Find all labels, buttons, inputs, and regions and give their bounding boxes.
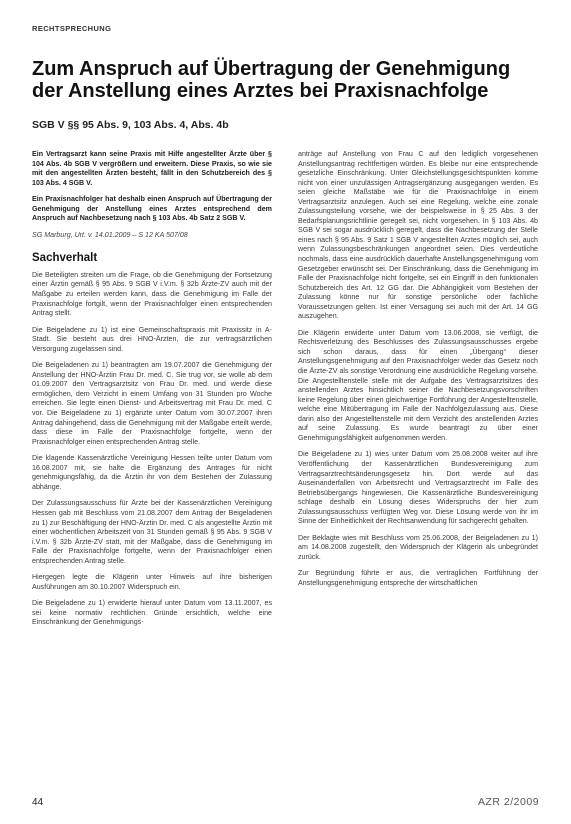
body-paragraph: Die klagende Kassenärztliche Vereinigung Hessen teilte unter Datum vom 16.08.2007 mit, sie halte die Ergänzung des Antrages für nicht genehmigungsfähig, da die Ärztin ihr von dem Bestehen der Zulassung abhänge.: [32, 454, 272, 491]
article-title: Zum Anspruch auf Übertragung der Genehmigung der Anstellung eines Arztes bei Praxisnachfolge: [32, 58, 511, 102]
body-paragraph: Die Beteiligten streiten um die Frage, ob die Genehmigung der Fortsetzung einer Ärztin gemäß § 95 Abs. 9 SGB V i.V.m. § 32b Ärzte-ZV auch mit der Maßgabe zu erteilen werden kann, dass die Genehmigung im Falle der Praxisnachfolge fortgilt, wenn der Praxisnachfolger einen entsprechenden Antrag stellt.: [32, 270, 272, 318]
body-paragraph: Zur Begründung führte er aus, die vertraglichen Fortführung der Anstellungsgenehmigung entspreche der wirtschaftlichen: [298, 569, 538, 587]
body-paragraph: Die Beigeladene zu 1) erwiderte hierauf unter Datum vom 13.11.2007, es sei keine normativ rechtlichen Gründe ersichtlich, welche eine Einschränkung der Genehmigungs-: [32, 599, 272, 627]
article-subtitle: SGB V §§ 95 Abs. 9, 103 Abs. 4, Abs. 4b: [32, 119, 229, 131]
left-column: [32, 150, 272, 635]
body-paragraph: anträge auf Anstellung von Frau C auf den lediglich vorgesehenen Anstellungsantrag rechtfertigen würden. Es bleibe nur eine entsprechende gesetzliche Einschränkung. Unter Gleichstellungsgesichtspunkten komme nicht von einer unzulässigen Antragsergänzung ausgegangen werden. Es seien gleiche Maßstäbe wie für die Praxisnachfolge in einem Vertragsarztsitz anzulegen. Auch sei eine Regelung, welche eine zonale Zulassungsteilung vorsehe, wie der beispielsweise in § 25 Abs. 3 der Bedarfsplanungsrichtlinie geregelt sei, nicht vorgesehen. In § 103 Abs. 4b SGB V sei sogar ausdrücklich geregelt, dass die Nachbesetzung der Stelle eines nach § 95 Abs. 9 Satz 1 SGB V angestellten Arztes möglich sei, auch wenn Zulassungsbeschränkungen angeordnet seien. Dies verdeutliche nochmals, dass eine ausdrücklich dauerhafte Anstellungsgenehmigung vom Gesetzgeber erwünscht sei. Der Einschränkung, dass die Genehmigung im Falle der Praxisnachfolge nicht fortgelte, sei ein Eingriff in den funktionalen Schutzbereich des Art. 12 GG dar. Die Abhängigkeit vom Bestehen der Zulassung könne nur für sonstige persönliche oder fachliche Voraussetzungen gelten. Ist einer Versagung sei auch mit der Art. 14 GG auszugehen.: [298, 150, 538, 321]
section-heading: Sachverhalt: [32, 252, 98, 265]
lead-paragraph-1: Ein Vertragsarzt kann seine Praxis mit Hilfe angestellter Ärzte über § 104 Abs. 4b SGB V vergrößern und erweitern. Diese Praxis, so wie sie mit den angestellten Ärzten besteht, fällt in den Schutzbereich des § 103 Abs. 4 SGB V.: [32, 150, 272, 187]
body-paragraph: Der Beklagte wies mit Beschluss vom 25.06.2008, der Beigeladenen zu 1) am 14.08.2008 zugestellt, den Widerspruch der Klägerin als unbegründet zurück.: [298, 533, 538, 561]
section-label: RECHTSPRECHUNG: [32, 24, 112, 33]
body-paragraph: Hiergegen legte die Klägerin unter Hinweis auf ihre bisherigen Ausführungen am 30.10.2007 Widerspruch ein.: [32, 573, 272, 591]
body-paragraph: Der Zulassungsausschuss für Ärzte bei der Kassenärztlichen Vereinigung Hessen gab mit Beschluss vom 21.08.2007 dem Antrag der Beigeladenen zu 1) zur Beschäftigung der HNO-Ärztin Dr. med. C als angestellte Ärztin mit einer wöchentlichen Arbeitszeit von 31 Stunden gemäß § 95 Abs. 9 SGB V i.V.m. § 32b Ärzte-ZV statt, mit der Maßgabe, dass die Genehmigung im Falle der Praxisnachfolge fortgelte, wenn der Praxisnachfolger einen entsprechenden Antrag stelle.: [32, 499, 272, 565]
lead-paragraph-2: Ein Praxisnachfolger hat deshalb einen Anspruch auf Übertragung der Genehmigung der Anstellung eines Arztes entsprechend dem Anspruch auf Nachbesetzung nach § 103 Abs. 4b Satz 2 SGB V.: [32, 195, 272, 223]
body-paragraph: Die Beigeladene zu 1) ist eine Gemeinschaftspraxis mit Praxissitz in A-Stadt. Sie besteht aus drei HNO-Ärzten, die zur vertragsärztlichen Versorgung zugelassen sind.: [32, 325, 272, 353]
body-paragraph: Die Beigeladene zu 1) wies unter Datum vom 25.08.2008 weiter auf ihre Veröffentlichung der Kassenärztlichen Bundesvereinigung zum Vertragsarztrechtsänderungsgesetz hin. Dort werde auf das Auseinanderfallen von Arbeitsrecht und Vertragsarztrecht im Falle des Betriebsübergangs hingewiesen. Die Kassenärztliche Bundesvereinigung schlage deshalb ein Lösung dieses Widerspruchs der hier zum Zulassungsausschuss verfügten Weg vor. Diese Lösung werde von ihr im Sinne der Einheitlichkeit der Rechtsanwendung für sachgerecht gehalten.: [298, 450, 538, 526]
right-column: [298, 150, 538, 596]
body-paragraph: Die Klägerin erwiderte unter Datum vom 13.06.2008, sie verfügt, die Rechtsverletzung des Beschlusses des Zulassungsausschusses ergebe sich schon daraus, dass für einen „Übergang“ dieser Anstellungsgenehmigung auf den Praxisnachfolger weder das Gesetz noch die Ärzte-ZV als sonstige Verordnung eine ausdrückliche Regelung vorsehe. Die Angestelltenstelle stelle mit der Aufgabe des Vertragsarztsitzes des anstellenden Arztes hinsichtlich seiner die Nachbesetzungsvorschriften keine Regelung über einen gleichwertige Fortführung der Angestelltenstelle, welche eine Mitübertragung im Falle der Nachfolgezulassung aus. Diese darin also der Angestelltenstelle mit dem Verzicht des anstellenden Arztes auf seine Zulassung. Es wurde beantragt zu über einer Genehmigungsfähigkeit aufgenommen werden.: [298, 328, 538, 442]
body-paragraph: Die Beigeladenen zu 1) beantragten am 19.07.2007 die Genehmigung der Anstellung der HNO-Ärztin Frau Dr. med. C. Sie trug vor, sie wolle ab dem 01.09.2007 den Vertragsarztsitz von Frau Dr. med. und werde diese ermöglichen, dem Verzicht in einem Umfang von 31 Stunden pro Woche erreichen. Sie legte einen Dienst- und Arbeitsvertrag mit Frau Dr. med. C vor. Die Beigeladene zu 1) ergänzte unter Datum vom 30.07.2007 ihren Antrag dahingehend, dass die Genehmigung mit der Maßgabe erteilt werde, dass diese im Falle der Praxisnachfolge fortgelte, wenn der Praxisnachfolger einen entsprechenden Antrag stelle.: [32, 361, 272, 446]
journal-issue: AZR 2/2009: [478, 796, 540, 808]
page-number: 44: [32, 797, 44, 808]
court-citation: SG Marburg, Urt. v. 14.01.2009 – S 12 KA 507/08: [32, 230, 188, 239]
